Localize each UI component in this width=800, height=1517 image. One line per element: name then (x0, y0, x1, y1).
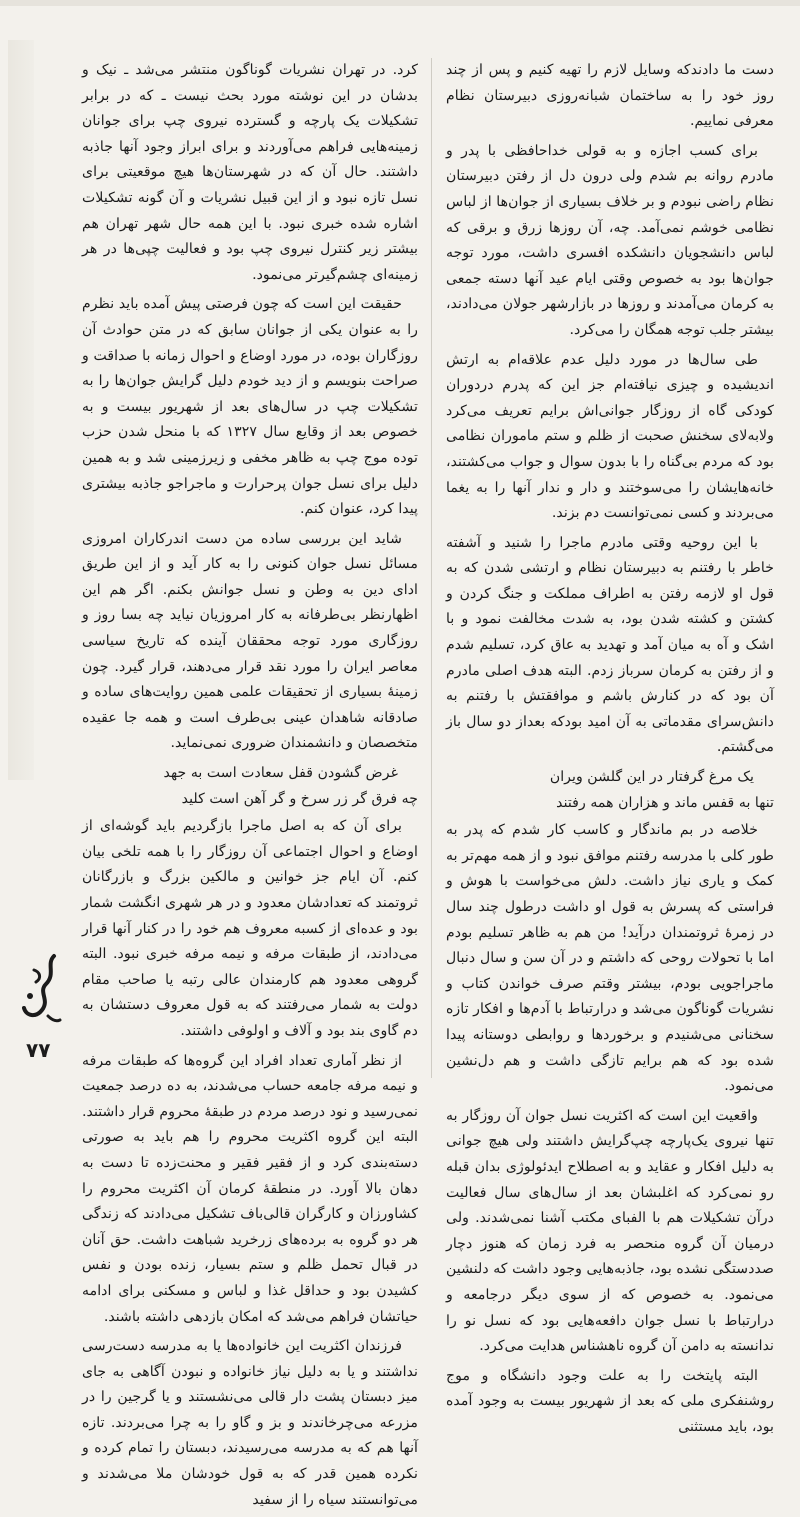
verse-line: تنها به قفس ماند و هزاران همه رفتند (556, 794, 774, 811)
column-divider (431, 58, 432, 1078)
verse-line: چه فرق گر زر سرخ و گر آهن است کلید (181, 790, 418, 807)
verse (446, 765, 774, 816)
verse-line: غرض گشودن قفل سعادت است به جهد (163, 765, 398, 782)
paragraph: دست ما دادند‌که وسایل لازم را تهیه کنیم و پس از چند روز خود را به ساختمان شبانه‌روزی دبیرستان نظام معرفی نماییم. (446, 62, 774, 130)
paragraph: با این روحیه وقتی مادرم ماجرا را شنید و آشفته خاطر با رفتنم به دبیرستان نظام و ارتشی شدن که به قول او لازمه رفتن به اطراف مملکت و جنگ کردن و کشتن و کشته شدن بود، به شدت مخالفت نمود و با اشک و آه به میان آمد و تهدید به عاق کرد، تسلیم شدم و از رفتن به کرمان سرباز زدم. البته هدف اصلی مادرم آن بود که در کنارش باشم و موافقتش با رفتنم به دانش‌سرای مقدماتی به آن امید بودکه بعداز دو سال باز می‌گشتم. (446, 534, 774, 756)
paragraph: طی سال‌ها در مورد دلیل عدم علاقه‌ام به ارتش اندیشیده و چیزی نیافته‌ام جز این که پدرم دردوران کودکی گاه از روزگار جوانی‌اش برایم تعریف می‌کرد ولابه‌لای سخنش صحبت از ظلم و ستم ماموران نظامی بود که مردم بی‌گناه را با بدون سوال و جواب می‌کشتند، خانه‌هایشان را می‌سوختند و دار و ندار آنها را به یغما می‌بردند و کسی نمی‌توانست دم بزند. (446, 351, 774, 522)
paragraph: برای آن که به اصل ماجرا بازگردیم باید گوشه‌ای از اوضاع و احوال اجتماعی آن روزگار را با همه تلخی بیان کنم. آن ایام جز خوانین و مالکین بزرگ و بازرگانان ثروتمند که تعدادشان معدود و در هر شهری انگشت شمار بود و عده‌ای از کسبه معروف هم خود را در کنار آنها قرار می‌دادند، از طبقات مرفه و نیمه مرفه خبری نبود. البته گروهی معدود هم کارمندان عالی رتبه یا صاحب مقام دولت به شمار می‌رفتند که به قول معروف دستشان به دم گاوی بند بود و آلاف و اولوفی داشتند. (82, 818, 418, 1039)
paragraph: البته پایتخت را به علت وجود دانشگاه و موج روشنفکری ملی که بعد از شهریور بیست به وجود آمده بود، باید مستثنی (446, 1367, 774, 1435)
page-number: ۷۷ (26, 1038, 51, 1062)
top-bleed (0, 0, 800, 6)
left-column (82, 58, 418, 1517)
margin-strip (8, 40, 34, 780)
magazine-logo-icon (16, 950, 66, 1030)
paragraph: فرزندان اکثریت این خانواده‌ها یا به مدرسه دست‌رسی نداشتند و یا به دلیل نیاز خانواده و نبودن آگاهی به جای میز دبستان پشت دار قالی می‌نشستند و یا گرجین را در مزرعه می‌چرخاندند و بز و گاو را به چرا می‌بردند. تازه آنها هم که به مدرسه می‌رسیدند، دبستان را تمام کرده و نکرده همین قدر که به قول خودشان ملا می‌شدند و می‌توانستند سیاه را از سفید (82, 1338, 418, 1508)
verse-line: یک مرغ گرفتار در این گلشن ویران (549, 769, 754, 786)
paragraph: برای کسب اجازه و به قولی خداحافظی با پدر و مادرم روانه بم شدم ولی درون دل از رفتن دبیرستان نظام راضی نبودم و بر خلاف بسیاری از جوان‌ها از لباس نظامی خوشم نمی‌آمد. چه، آن روزها زرق و برقی که لباس دانشجویان دانشکده افسری داشت، مورد توجه جوان‌ها بود به خصوص وقتی ایام عید آنها دسته جمعی به کرمان می‌آمدند و روزها در بازارشهر جولان می‌دادند، بیشتر جلب توجه همگان را می‌کرد. (446, 142, 774, 338)
verse (82, 761, 418, 812)
right-column (446, 58, 774, 1444)
paragraph: کرد. در تهران نشریات گوناگون منتشر می‌شد ـ نیک و بدشان در این نوشته مورد بحث نیست ـ که در برابر تشکیلات یک پارچه و گسترده نیروی چپ برای جوانان زمینه‌هایی فراهم می‌آوردند و برای ابراز وجود آنها جاذبه داشتند. حال آن که در شهرستان‌ها هیچ موقعیتی برای نسل تازه نبود و از این قبیل نشریات و آن گونه تشکیلات اشاره شده خبری نبود. با این همه حال شهر تهران هم بیشتر زیر کنترل نیروی چپ بود و فعالیت چپی‌ها در هر زمینه‌ای چشم‌گیرتر می‌نمود. (82, 62, 418, 283)
paragraph: واقعیت این است که اکثریت نسل جوان آن روزگار به تنها نیروی یک‌پارچه چپ‌گرایش داشتند ولی هیچ جوانی به دلیل افکار و عقاید و به اصطلاح ایدئولوژی بدان قبله رو نمی‌کرد که اغلبشان بعد از سال‌های سال فعالیت درآن تشکیلات هم با الفبای مکتب آشنا نمی‌شدند. ولی درمیان آن گروه منحصر به فرد زمان که هنوز دچار صددستگی نشده بود، جاذبه‌هایی وجود داشت که دلنشین می‌نمود. به خصوص که از سوی دیگر درجامعه و درارتباط با نسل جوان دافعه‌هایی بود که نسل نو را ندانسته به دامن آن گروه ناهشناس هدایت می‌کرد. (446, 1107, 774, 1355)
paragraph: شاید این بررسی ساده من دست اندرکاران امروزی مسائل نسل جوان کنونی را به کار آید و از این طریق ادای دین به وطن و نسل جوانش بکنم. اگر هم این اظهارنظر بی‌طرفانه به کار امروزیان نیاید چه بسا روز و روزگاری مورد توجه محققان آینده که تاریخ سیاسی معاصر ایران را مورد نقد قرار می‌دهند، قرار گیرد. چون زمینهٔ بسیاری از تحقیقات علمی همین روایت‌های ساده و صادقانه شاهدان عینی بی‌طرف است و همه جا عقیده متخصصان و دانشمندان ضروری نمی‌نماید. (82, 530, 418, 752)
paragraph: از نظر آماری تعداد افراد این گروه‌ها که طبقات مرفه و نیمه مرفه جامعه حساب می‌شدند، به ده درصد جمعیت نمی‌رسید و نود درصد مردم در طبقهٔ محروم قرار داشتند. البته این گروه اکثریت محروم را هم باید به صورتی دسته‌بندی کرد و از فقیر فقیر و محنت‌زده تا دست به دهان بالا آورد. در منطقهٔ کرمان آن اکثریت محروم را کشاورزان و کارگران قالی‌باف تشکیل می‌دادند که زندگی هر دو گروه به برده‌های زرخرید شباهت داشت. حق آنان در قبال تحمل ظلم و ستم بسیار، زنده بودن و نفس کشیدن بود و حداقل غذا و لباس و مسکنی برای ادامه حیاتشان فراهم می‌شد که امکان بازدهی داشته باشند. (82, 1052, 418, 1325)
paragraph: حقیقت این است که چون فرصتی پیش آمده باید نظرم را به عنوان یکی از جوانان سابق که در متن حوادث آن روزگاران بوده، در مورد اوضاع و احوال زمانه با صداقت و صراحت بنویسم و از دید خودم دلیل گرایش جوان‌ها را به تشکیلات چپ در سال‌های بعد از شهریور بیست و به خصوص بعد از وقایع سال ۱۳۲۷ که با منحل شدن حزب توده موج چپ به ظاهر مخفی و زیرزمینی شد و به همین دلیل برای نسل جوان پرحرارت و ماجراجو جاذبه بیشتری پیدا کرد، عنوان کنم. (82, 296, 418, 518)
paragraph: خلاصه در بم ماندگار و کاسب کار شدم که پدر به طور کلی با مدرسه رفتنم موافق نبود و از همه مهم‌تر به کمک و یاری نیاز داشت. دلش می‌خواست با هوش و فراستی که پسرش به قول او داشت درطول چند سال در زمرهٔ ثروتمندان درآید! من هم به ظاهر تسلیم بودم اما با تحولات روحی که داشتم و در آن سن و سال دنبال ماجراجویی بودم، بیشتر وقتم صرف خواندن کتاب و نشریات گوناگون می‌شد و درارتباط با آدم‌ها و افکار تازه سخنانی می‌شنیدم و برخوردها و روابطی دوستانه پیدا شده بود که هم برایم تازگی داشت و هم دل‌نشین می‌نمود. (446, 822, 774, 1095)
